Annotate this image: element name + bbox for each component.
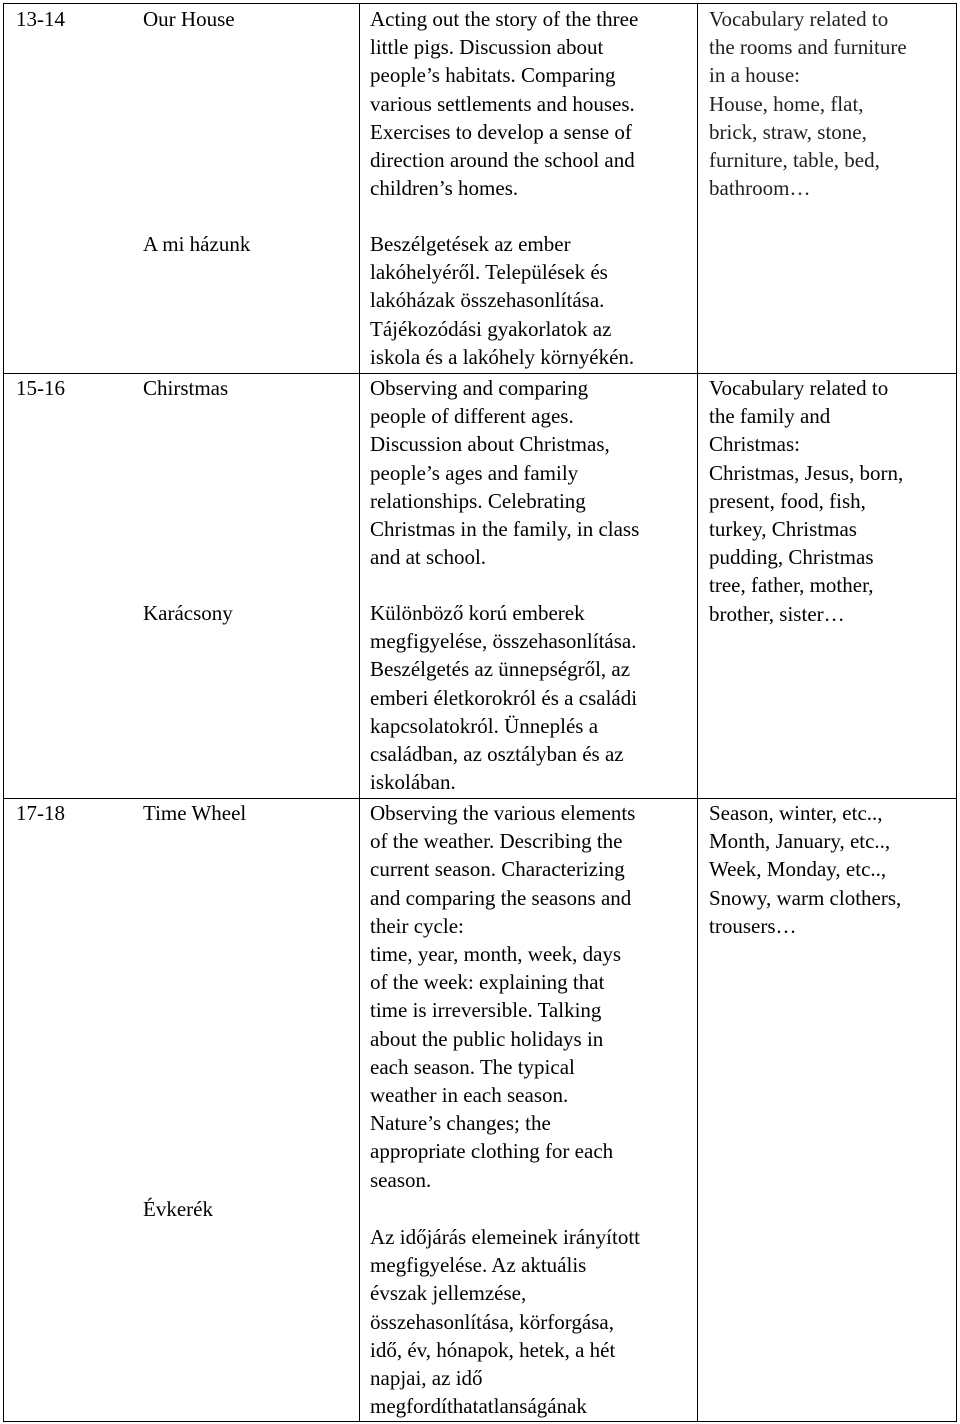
activities-english: Observing the various elements of the weather. Describing the current season. Characterizing and comparing the seasons and their cycle: time, year, month, week, days of the week: explaining that time is irreversible. Talking about the public holidays in each season. The typical weather in each season. Nature’s changes; the appropriate clothing for each season. (370, 801, 636, 1192)
table-border-top (3, 3, 957, 4)
activities-hungarian: Beszélgetések az ember lakóhelyéről. Települések és lakóházak összehasonlítása. Tájékozódási gyakorlatok az iskola és a lakóhely környékén. (370, 232, 635, 369)
vocabulary: Vocabulary related to the family and Christmas: Christmas, Jesus, born, present, food, fish, turkey, Christmas pudding, Christmas tree, father, mother, brother, sister… (709, 376, 904, 626)
vocabulary: Vocabulary related to the rooms and furniture in a house: House, home, flat, brick, straw, stone, furniture, table, bed, bathroom… (709, 7, 907, 201)
unit-title-english: Our House (143, 7, 235, 31)
unit-title-hungarian: A mi házunk (143, 232, 251, 256)
table-border-bottom (3, 1421, 957, 1422)
unit-title-hungarian: Évkerék (143, 1197, 213, 1221)
activities-hungarian: Az időjárás elemeinek irányított megfigyelése. Az aktuális évszak jellemzése, összehasonlítása, körforgása, idő, év, hónapok, hetek, a hét napjai, az idő megfordíthatatlanságának (370, 1225, 640, 1419)
table-border-left (3, 3, 4, 1422)
unit-number: 13-14 (16, 7, 65, 31)
unit-title-english: Time Wheel (143, 801, 247, 825)
vocabulary: Season, winter, etc.., Month, January, etc.., Week, Monday, etc.., Snowy, warm clothers, trousers… (709, 801, 902, 938)
activities-hungarian: Különböző korú emberek megfigyelése, összehasonlítása. Beszélgetés az ünnepségről, az emberi életkorokról és a családi kapcsolatokról. Ünneplés a családban, az osztályban és az iskolában. (370, 601, 638, 795)
unit-number: 15-16 (16, 376, 65, 400)
activities-english: Observing and comparing people of different ages. Discussion about Christmas, people’s ages and family relationships. Celebrating Christmas in the family, in class and at school. (370, 376, 640, 570)
unit-title-english: Chirstmas (143, 376, 229, 400)
unit-title-hungarian: Karácsony (143, 601, 233, 625)
column-divider (359, 3, 360, 1422)
table-border-right (956, 3, 957, 1422)
activities-english: Acting out the story of the three little pigs. Discussion about people’s habitats. Comparing various settlements and houses. Exercises to develop a sense of direction around the school and children’s homes. (370, 7, 639, 201)
unit-number: 17-18 (16, 801, 65, 825)
